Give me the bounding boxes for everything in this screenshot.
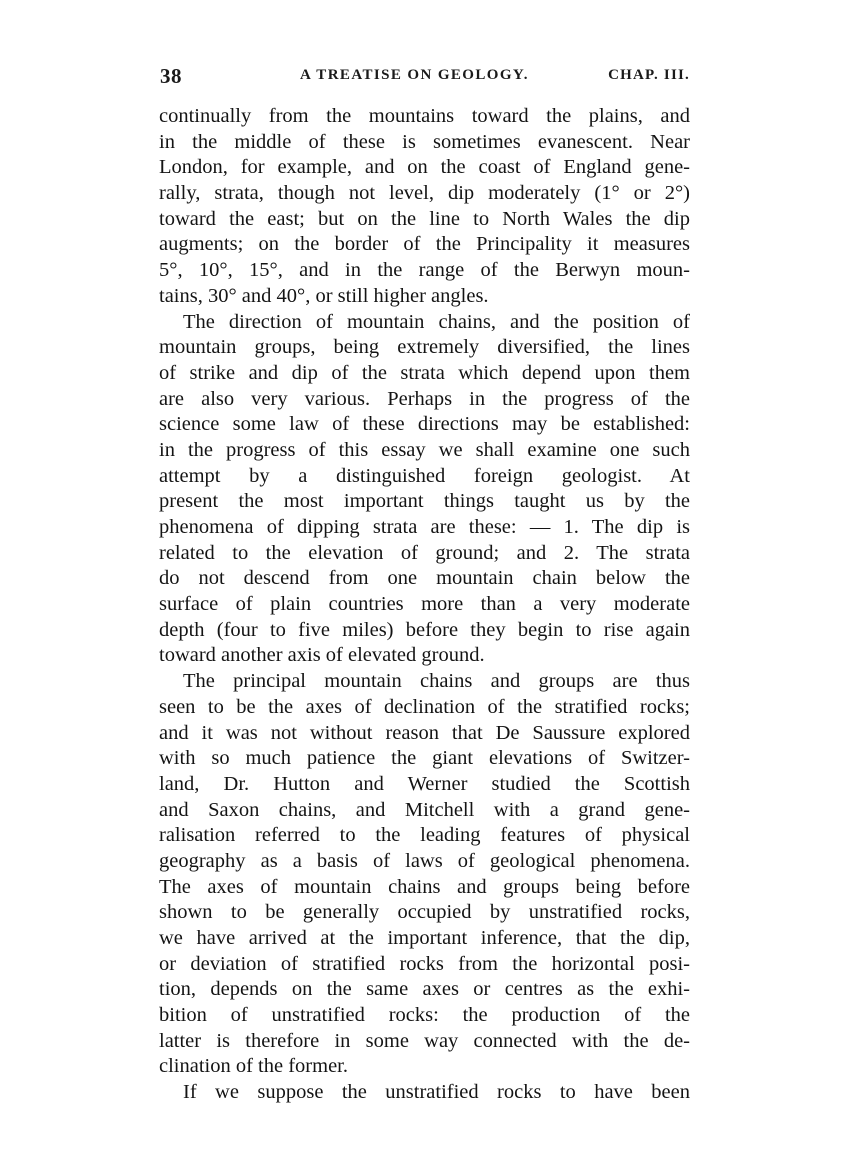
text-line: present the most important things taught us by the [159, 490, 690, 513]
text-line: tains, 30° and 40°, or still higher angles. [159, 284, 489, 307]
text-line: depth (four to five miles) before they begin to rise again [159, 618, 690, 641]
text-line: we have arrived at the important inference, that the dip, [159, 927, 690, 949]
text-line: 5°, 10°, 15°, and in the range of the Berwyn moun- [159, 259, 690, 282]
text-line: and Saxon chains, and Mitchell with a grand gene- [159, 798, 690, 821]
text-line: clination of the former. [159, 1055, 348, 1078]
text-line: latter is therefore in some way connected with the de- [159, 1029, 690, 1052]
text-line: shown to be generally occupied by unstratified rocks, [159, 901, 690, 924]
text-line: with so much patience the giant elevations of Switzer- [159, 747, 690, 770]
text-line: are also very various. Perhaps in the progress of the [159, 387, 690, 410]
running-head [160, 64, 690, 86]
text-line: geography as a basis of laws of geological phenomena. [159, 849, 690, 872]
text-line: in the middle of these is sometimes evanescent. Near [159, 130, 690, 153]
text-line: mountain groups, being extremely diversified, the lines [159, 336, 690, 359]
text-line: ralisation referred to the leading features of physical [159, 824, 690, 847]
text-line: continually from the mountains toward the plains, and [159, 105, 690, 127]
text-line: of strike and dip of the strata which depend upon them [159, 361, 690, 384]
text-line: science some law of these directions may be established: [159, 413, 690, 436]
text-line: tion, depends on the same axes or centres as the exhi- [159, 978, 690, 1001]
text-line: in the progress of this essay we shall examine one such [159, 438, 690, 461]
text-line: bition of unstratified rocks: the production of the [159, 1004, 690, 1027]
text-line: do not descend from one mountain chain below the [159, 567, 690, 590]
text-line: toward the east; but on the line to North Wales the dip [159, 207, 690, 230]
text-line: attempt by a distinguished foreign geologist. At [159, 464, 690, 487]
text-line: and it was not without reason that De Saussure explored [159, 721, 690, 744]
text-line: seen to be the axes of declination of the stratified rocks; [159, 695, 690, 718]
body-text [159, 104, 690, 1106]
page-number: 38 [160, 64, 182, 88]
chapter-mark: CHAP. III. [608, 67, 690, 83]
text-line: related to the elevation of ground; and 2. The strata [159, 541, 690, 564]
text-line: The axes of mountain chains and groups being before [159, 875, 690, 898]
text-line: rally, strata, though not level, dip moderately (1° or 2°) [159, 182, 690, 205]
text-line: augments; on the border of the Principality it measures [159, 233, 690, 256]
paragraph-first-line: If we suppose the unstratified rocks to have been [183, 1081, 690, 1104]
paragraph-first-line: The direction of mountain chains, and the position of [183, 310, 690, 333]
text-line: phenomena of dipping strata are these: — 1. The dip is [159, 516, 690, 538]
text-line: land, Dr. Hutton and Werner studied the Scottish [159, 772, 690, 795]
text-line: surface of plain countries more than a very moderate [159, 593, 690, 616]
paragraph-first-line: The principal mountain chains and groups are thus [183, 670, 690, 693]
running-title: A TREATISE ON GEOLOGY. [300, 67, 529, 83]
text-line: toward another axis of elevated ground. [159, 644, 485, 667]
text-line: London, for example, and on the coast of England gene- [159, 156, 690, 179]
text-line: or deviation of stratified rocks from the horizontal posi- [159, 952, 690, 975]
